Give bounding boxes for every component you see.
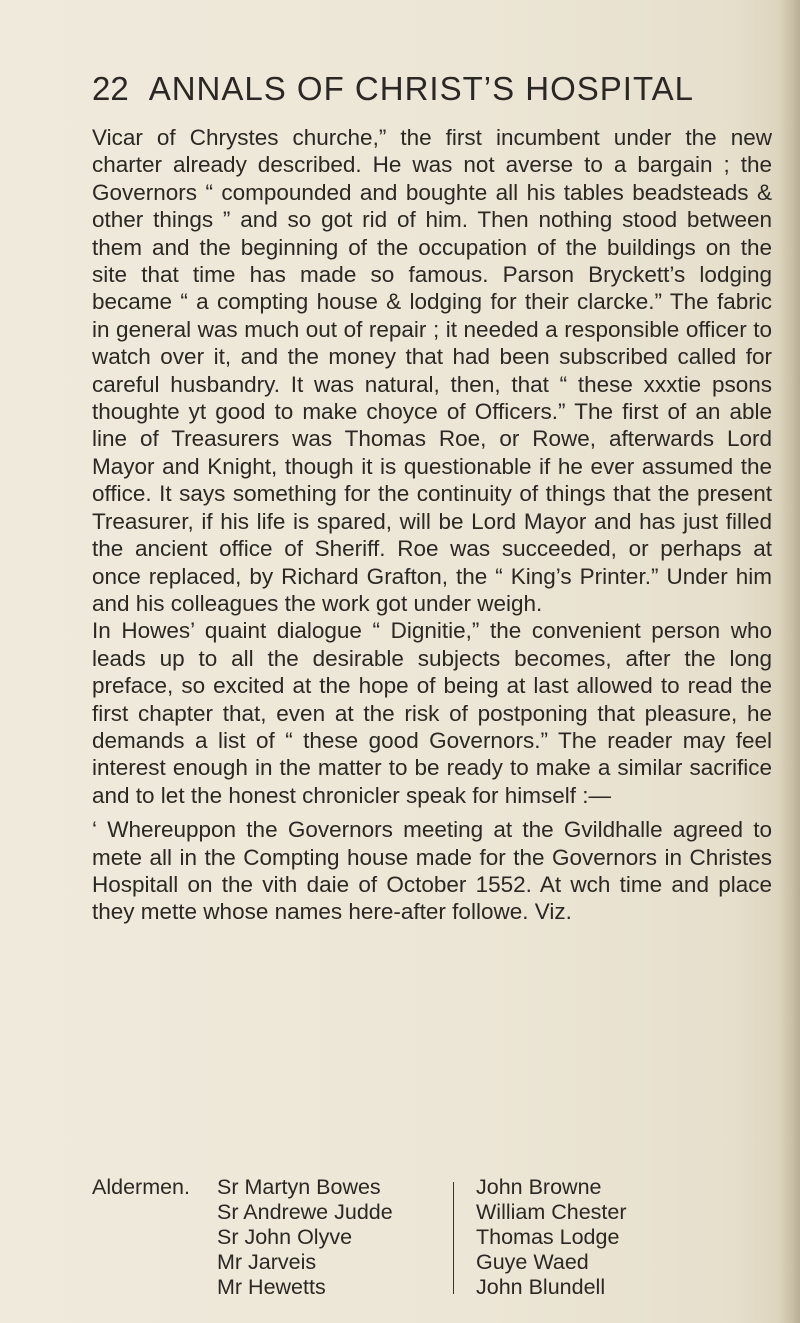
- running-head: [92, 70, 772, 110]
- list-item: Guye Waed: [476, 1250, 589, 1274]
- list-item: John Blundell: [476, 1275, 606, 1299]
- list-item: Sr John Olyve: [217, 1225, 353, 1249]
- aldermen-column: [217, 1175, 393, 1300]
- aldermen-label: Aldermen.: [92, 1175, 190, 1199]
- list-item: Mr Hewetts: [217, 1275, 326, 1299]
- page-header-title: ANNALS OF CHRIST’S HOSPITAL: [148, 70, 695, 107]
- list-item: Sr Martyn Bowes: [217, 1175, 381, 1199]
- list-item: Thomas Lodge: [476, 1225, 620, 1249]
- column-divider: [453, 1182, 454, 1294]
- page-number: 22: [92, 70, 129, 107]
- paragraph-3-quote: ‘ Whereuppon the Governors meeting at the Gvildhalle agreed to mete all in the Compting house made for the Governors in Christes Hospitall on the vith daie of October 1552. At wch time and place they mette whose names here-after followe. Viz.: [92, 817, 772, 925]
- list-item: William Chester: [476, 1200, 627, 1224]
- body-text: [92, 124, 772, 926]
- governors-list: [92, 1172, 772, 1312]
- paragraph-1: Vicar of Chrystes churche,” the first incumbent under the new charter already described. He was not averse to a bargain ; the Governors “ compounded and boughte all his tables beadsteads & other things ” and so got rid of him. Then nothing stood between them and the beginning of the occupation of the buildings on the site that time has made so famous. Parson Bryckett’s lodging became “ a compting house & lodging for their clarcke.” The fabric in general was much out of repair ; it needed a responsible officer to watch over it, and the money that had been subscribed called for careful husbandry. It was natural, then, that “ these xxxtie psons thoughte yt good to make choyce of Officers.” The first of an able line of Treasurers was Thomas Roe, or Rowe, afterwards Lord Mayor and Knight, though it is questionable if he ever assumed the office. It says something for the continuity of things that the present Treasurer, if his life is spared, will be Lord Mayor and has just filled the ancient office of Sheriff. Roe was succeeded, or perhaps at once replaced, by Richard Grafton, the “ King’s Printer.” Under him and his colleagues the work got under weigh.: [92, 125, 772, 616]
- paragraph-2: In Howes’ quaint dialogue “ Dignitie,” the convenient person who leads up to all the desirable subjects becomes, after the long preface, so excited at the hope of being at last allowed to read the first chapter that, even at the risk of postponing that pleasure, he demands a list of “ these good Governors.” The reader may feel interest enough in the matter to be ready to make a similar sacrifice and to let the honest chronicler speak for himself :—: [92, 618, 772, 808]
- list-item: John Browne: [476, 1175, 602, 1199]
- list-item: Sr Andrewe Judde: [217, 1200, 393, 1224]
- list-item: Mr Jarveis: [217, 1250, 317, 1274]
- governors-column: [476, 1175, 627, 1300]
- page-edge-shadow: [778, 0, 800, 1323]
